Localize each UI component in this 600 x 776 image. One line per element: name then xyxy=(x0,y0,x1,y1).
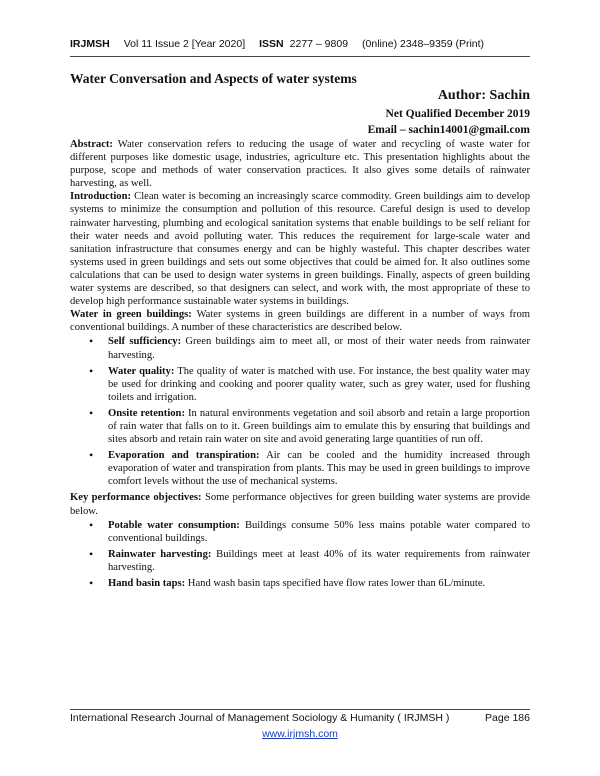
list-item-text: Hand wash basin taps specified have flow rates lower than 6L/minute. xyxy=(185,578,486,589)
list-item-label: Self sufficiency: xyxy=(108,336,182,348)
kpo-paragraph xyxy=(70,491,530,517)
kpo-text: Some performance objectives for green building water systems are provide below. xyxy=(70,492,530,517)
list-item-label: Water quality: xyxy=(108,365,175,377)
email-line: Email – sachin14001@gmail.com xyxy=(367,124,530,136)
journal-website-link[interactable]: www.irjmsh.com xyxy=(262,728,338,740)
list-item-label: Hand basin taps: xyxy=(108,578,186,589)
introduction-paragraph xyxy=(70,190,530,308)
introduction-text: Clean water is becoming an increasingly scarce commodity. Green buildings aim to develop systems to minimize the consumption and pollution of this resource. Careful design is used to develop rainwater harvesting, plumbing and ecological sanitation systems that enable buildings to be self reliant for their water needs and avoid polluting water. This reduces the requirement for large-scale water and sanitation infrastructure that consumes energy and can be highly wasteful. This chapter describes water systems used in green buildings and sets out some objectives that could be aimed for. It also outlines some calculations that can be used to design water systems in green buildings. Finally, aspects of green building water systems are described, so that designers can select, and work with, the most appropriate of these to develop high performance sustainable water systems in buildings. xyxy=(70,191,530,308)
list-item xyxy=(108,335,530,361)
list-item xyxy=(108,519,530,545)
green-buildings-label: Water in green buildings: xyxy=(70,309,192,321)
list-item xyxy=(108,577,530,590)
list-item-text: Green buildings aim to meet all, or most of their water needs from rainwater harvesting. xyxy=(108,336,530,361)
header-divider xyxy=(70,56,530,57)
abstract-paragraph xyxy=(70,138,530,190)
list-item-text: In natural environments vegetation and soil absorb and retain a large proportion of rain water that falls on to it. Green buildings aim to emulate this by ensuring that buildings and sites absorb and retain rain water on site and avoid generating large quantities of run off. xyxy=(108,407,530,446)
footer-journal-name: International Research Journal of Management Sociology & Humanity ( IRJMSH ) xyxy=(70,712,450,724)
green-buildings-paragraph xyxy=(70,308,530,334)
running-header xyxy=(70,38,540,50)
abstract-label: Abstract: xyxy=(70,139,113,150)
list-item-text: Buildings meet at least 40% of its water requirements from rainwater harvesting. xyxy=(108,548,530,573)
article-title: Water Conversation and Aspects of water systems xyxy=(70,71,357,86)
list-item xyxy=(108,365,530,404)
volume-issue: Vol 11 Issue 2 [Year 2020] xyxy=(123,38,246,50)
list-item-label: Rainwater harvesting: xyxy=(108,548,212,560)
footer-divider xyxy=(70,709,530,710)
article-body xyxy=(70,138,530,593)
green-characteristics-list xyxy=(70,335,530,488)
list-item-text: Air can be cooled and the humidity increased through evaporation of water and transpiration from plants. This may be used in green buildings to improve comfort levels without the use of mechanical systems. xyxy=(108,450,530,488)
issn-label: ISSN xyxy=(259,38,284,50)
issn-value: 2277 – 9809 xyxy=(289,38,349,50)
kpo-label: Key performance objectives: xyxy=(70,492,202,504)
running-footer xyxy=(70,712,530,724)
list-item-text: Buildings consume 50% less mains potable water compared to conventional buildings. xyxy=(108,519,530,544)
author-line: Author: Sachin xyxy=(437,88,530,103)
list-item-label: Potable water consumption: xyxy=(108,519,240,531)
kpo-list xyxy=(70,519,530,590)
list-item xyxy=(108,449,530,488)
list-item xyxy=(108,548,530,574)
list-item-text: The quality of water is matched with use. For instance, the best quality water may be used for drinking and cooking and poorer quality water, such as grey water, used for flushing toilets and irrigation. xyxy=(108,365,530,403)
abstract-text: Water conservation refers to reducing the usage of water and recycling of waste water for different purposes like domestic usage, industries, agriculture etc. This presentation highlights about the purpose, scope and methods of water conservation practices. It also gives some details of rainwater harvesting, as well. xyxy=(70,139,530,190)
journal-abbrev: IRJMSH xyxy=(70,38,110,50)
qualification-line: Net Qualified December 2019 xyxy=(385,108,530,120)
introduction-label: Introduction: xyxy=(70,191,132,203)
green-buildings-text: Water systems in green buildings are different in a number of ways from conventional buildings. A number of these characteristics are described below. xyxy=(70,309,530,334)
page-number: Page 186 xyxy=(485,712,530,724)
list-item-label: Onsite retention: xyxy=(108,407,185,419)
list-item xyxy=(108,407,530,446)
list-item-label: Evaporation and transpiration: xyxy=(108,450,260,462)
issn-online: (0nline) 2348–9359 (Print) xyxy=(362,38,485,50)
